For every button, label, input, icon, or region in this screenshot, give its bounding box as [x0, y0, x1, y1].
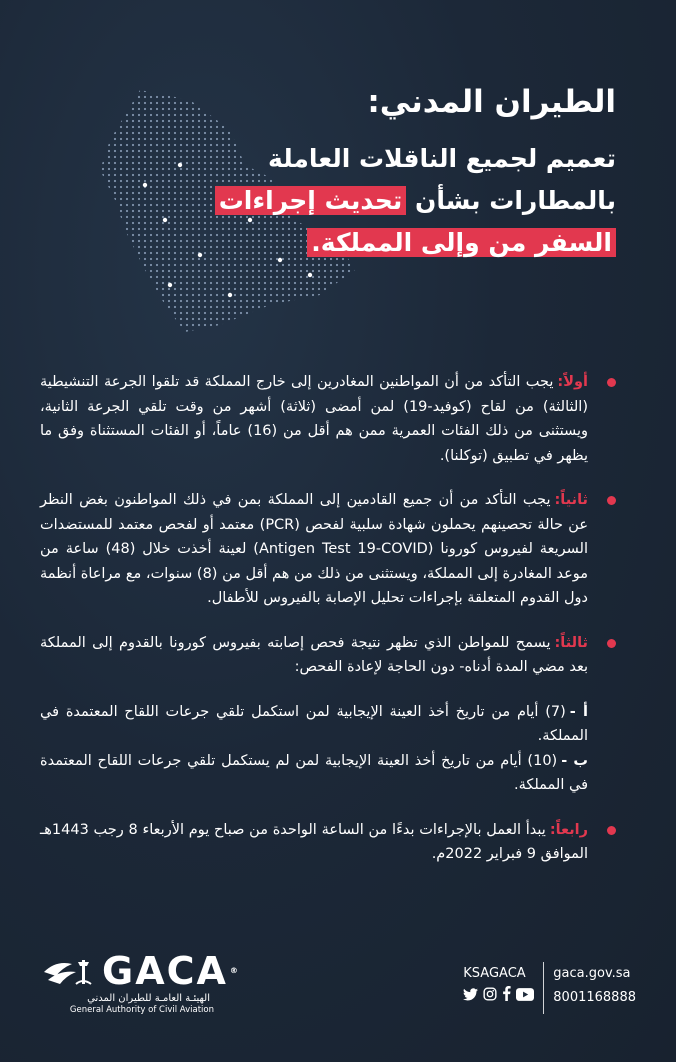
- logo-row: [42, 950, 252, 992]
- subtitle-highlight-2: السفر من وإلى المملكة.: [307, 228, 616, 257]
- bullet-dot: [607, 496, 616, 505]
- sub-item-text: (10) أيام من تاريخ أخذ العينة الإيجابية لمن لم يستكمل تلقي جرعات اللقاح المعتمدة في المملكة.: [40, 752, 588, 793]
- social-block: [463, 962, 534, 1010]
- sub-item: [40, 749, 588, 798]
- sub-item-key: أ -: [569, 703, 588, 720]
- subtitle-line-3: [186, 222, 616, 264]
- circular-content: [40, 370, 616, 887]
- emblem-icon: [42, 950, 98, 992]
- list-item: [40, 370, 616, 468]
- headline: [186, 80, 616, 264]
- contact-info: [463, 962, 636, 1014]
- logo-wordmark: [102, 950, 240, 992]
- sub-item-key: ب -: [561, 752, 588, 769]
- registered-mark: ®: [229, 966, 240, 975]
- bullet-dot: [607, 639, 616, 648]
- page-title: الطيران المدني:: [367, 84, 616, 120]
- social-handle[interactable]: KSAGACA: [463, 966, 526, 981]
- bullet-dot: [607, 378, 616, 387]
- facebook-icon[interactable]: [502, 986, 511, 1010]
- social-icons: [463, 986, 534, 1010]
- logo-arabic-name: الهيئـة العامـة للطيران المدني: [87, 993, 210, 1004]
- subtitle-line-1: تعميم لجميع الناقلات العاملة: [268, 144, 616, 173]
- item-text: يسمح للمواطن الذي تظهر نتيجة فحص إصابته بفيروس كورونا بالقدوم إلى المملكة بعد مضي المدة أدناه- دون الحاجة لإعادة الفحص:: [40, 634, 588, 675]
- item-label: ثانياً:: [554, 492, 588, 508]
- contact-block: [553, 962, 636, 1010]
- footer-divider: [543, 962, 544, 1014]
- item-label: رابعاً:: [549, 821, 589, 838]
- youtube-icon[interactable]: [516, 986, 534, 1010]
- instagram-icon[interactable]: [483, 986, 497, 1010]
- item-label: أولاً:: [557, 374, 588, 390]
- list-item: [40, 631, 616, 798]
- logo-english-name: General Authority of Civil Aviation: [69, 1005, 214, 1015]
- item-text: يجب التأكد من أن جميع القادمين إلى المملكة بمن في ذلك المواطنون بغض النظر عن حالة تحصينهم يحملون شهادة سلبية لفحص (PCR) معتمد أو لفحص معتمد للمستضدات السريعة لفيروس كورونا (Antigen Test 19-COVID) لعينة أخذت خلال (48) ساعة من موعد المغادرة إلى المملكة، ويستثنى من ذلك من هم أقل من (8) سنوات، مع مراعاة أنظمة دول القدوم المتعلقة بإجراءات تحليل الإصابة بالفيروس للأطفال.: [40, 492, 588, 606]
- subtitle-highlight-1: تحديث إجراءات: [215, 186, 407, 215]
- website-link[interactable]: gaca.gov.sa: [553, 966, 631, 981]
- list-item: [40, 818, 616, 867]
- sub-item: [40, 700, 588, 749]
- gaca-logo: [42, 950, 252, 1016]
- subtitle-line-2: [186, 180, 616, 222]
- list-item: [40, 488, 616, 611]
- phone-number[interactable]: 8001168888: [553, 990, 636, 1005]
- logo-text: GACA: [102, 949, 228, 993]
- page-subtitle: [186, 138, 616, 264]
- item-text: يجب التأكد من أن المواطنين المغادرين إلى خارج المملكة قد تلقوا الجرعة التنشيطية (الثالثة) من لقاح (كوفيد-19) لمن أمضى (ثلاثة) أشهر من وقت تلقي الجرعة الثانية، ويستثنى من ذلك الفئات العمرية ممن هم أقل من (16) عاماً، أو الفئات المستثناة وفق ما يظهر في تطبيق (توكلنا).: [40, 374, 588, 464]
- bullet-dot: [607, 826, 616, 835]
- item-label: ثالثاً:: [554, 634, 588, 651]
- twitter-icon[interactable]: [463, 986, 478, 1010]
- subtitle-line-2-start: بالمطارات بشأن: [406, 186, 616, 215]
- sub-list: [40, 700, 588, 798]
- sub-item-text: (7) أيام من تاريخ أخذ العينة الإيجابية لمن استكمل تلقي جرعات اللقاح المعتمدة في المملكة.: [40, 703, 588, 744]
- item-text: يبدأ العمل بالإجراءات بدءًا من الساعة الواحدة من صباح يوم الأربعاء 8 رجب 1443هـ الموافق 9 فبراير 2022م.: [40, 821, 588, 862]
